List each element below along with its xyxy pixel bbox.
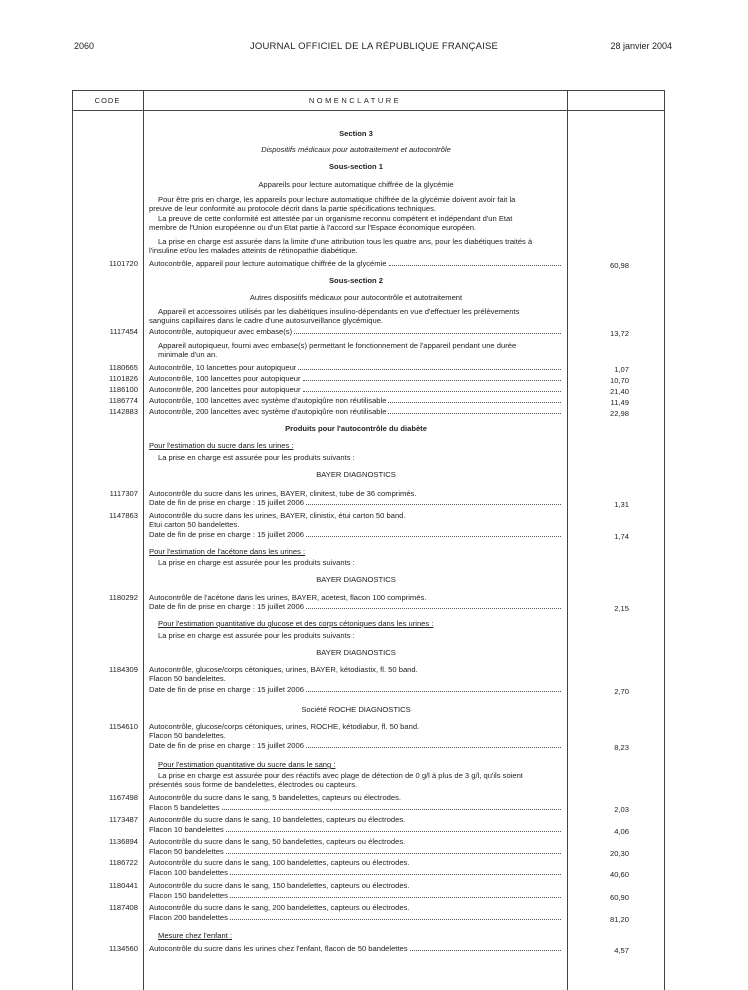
dot-leader	[306, 530, 561, 537]
tariff-value: 1,07	[614, 365, 629, 374]
dot-leader	[226, 825, 561, 832]
product-code: 1187408	[109, 903, 138, 912]
product-line: Autocontrôle, glucose/corps cétoniques, urines, BAYER, kétodiastix, fl. 50 band.	[149, 665, 418, 674]
dot-leader	[298, 363, 561, 370]
product-label: Flacon 100 bandelettes	[149, 868, 228, 877]
product-code: 1147863	[109, 511, 138, 520]
product-label: Autocontrôle, appareil pour lecture automatique chiffrée de la glycémie	[149, 259, 387, 268]
product-label: Autocontrôle, 10 lancettes pour autopiqueur	[149, 363, 297, 372]
product-code: 1142883	[109, 407, 138, 416]
rubric-heading	[149, 441, 563, 450]
product-label: Autocontrôle, 200 lancettes pour autopiqueur	[149, 385, 301, 394]
dot-leader	[306, 741, 561, 748]
paragraph-line: minimale d'un an.	[158, 350, 218, 359]
subsection-title: Sous-section 1	[328, 162, 383, 171]
product-code: 1180441	[109, 881, 138, 890]
product-line: Flacon 50 bandelettes.	[149, 731, 226, 740]
product-line: Autocontrôle du sucre dans le sang, 200 bandelettes, capteurs ou électrodes.	[149, 903, 410, 912]
product-line: Flacon 50 bandelettes.	[149, 674, 226, 683]
product-line: Etui carton 50 bandelettes.	[149, 520, 240, 529]
subsection-heading: Appareils pour lecture automatique chiffrée de la glycémie	[258, 180, 454, 189]
product-code: 1101826	[109, 374, 138, 383]
subsection-title: Sous-section 2	[328, 276, 383, 285]
product-line: Autocontrôle, glucose/corps cétoniques, urines, ROCHE, kétodiabur, fl. 50 band.	[149, 722, 420, 731]
tariff-value: 4,57	[614, 946, 629, 955]
product-line: Autocontrôle du sucre dans les urines, BAYER, clinitest, tube de 36 comprimés.	[149, 489, 417, 498]
product-line	[149, 498, 563, 507]
product-label: Flacon 150 bandelettes	[149, 891, 228, 900]
paragraph-line: La prise en charge est assurée pour les produits suivants :	[158, 631, 355, 640]
tariff-value: 4,06	[614, 827, 629, 836]
tariff-value: 11,49	[610, 398, 629, 407]
tariff-value: 60,90	[609, 893, 629, 902]
column-divider	[143, 90, 144, 990]
product-label: Autocontrôle, 200 lancettes avec système d'autopiqûre non réutilisable	[149, 407, 387, 416]
paragraph-line: Pour être pris en charge, les appareils pour lecture automatique chiffrée de la glycémie doivent avoir fait la	[158, 195, 516, 204]
product-line	[149, 259, 563, 268]
paragraph-line: présentés sous forme de bandelettes, électrodes ou capteurs.	[149, 780, 358, 789]
dot-leader	[230, 891, 561, 898]
product-code: 1186774	[109, 396, 138, 405]
product-line: Autocontrôle du sucre dans le sang, 5 bandelettes, capteurs ou électrodes.	[149, 793, 402, 802]
tariff-value: 2,15	[614, 604, 629, 613]
manufacturer-heading: Société ROCHE DIAGNOSTICS	[301, 705, 411, 714]
product-line: Autocontrôle du sucre dans les urines, BAYER, clinistix, étui carton 50 band.	[149, 511, 406, 520]
dot-leader	[230, 913, 561, 920]
column-header-nomenclature: NOMENCLATURE	[308, 96, 402, 105]
product-code: 1173487	[109, 815, 138, 824]
product-line	[149, 363, 563, 372]
product-line	[149, 825, 563, 834]
product-line	[149, 374, 563, 383]
paragraph-line: Appareil autopiqueur, fourni avec embase(s) permettant le fonctionnement de l'appareil pendant une durée	[158, 341, 517, 350]
tariff-value: 81,20	[609, 915, 629, 924]
product-line	[149, 602, 563, 611]
product-line	[149, 847, 563, 856]
paragraph-line: sanguins capillaires dans le cadre d'une autosurveillance glycémique.	[149, 316, 384, 325]
paragraph-line: La prise en charge est assurée pour les produits suivants :	[158, 453, 355, 462]
tariff-value: 8,23	[614, 743, 629, 752]
tariff-value: 1,31	[614, 500, 629, 509]
product-line	[149, 327, 563, 336]
product-code: 1136894	[109, 837, 138, 846]
section-title: Section 3	[339, 129, 373, 138]
product-line: Autocontrôle du sucre dans le sang, 10 bandelettes, capteurs ou électrodes.	[149, 815, 406, 824]
product-label: Autocontrôle, 100 lancettes pour autopiqueur	[149, 374, 301, 383]
rubric-heading	[158, 760, 563, 769]
product-line	[149, 385, 563, 394]
tariff-value: 20,30	[609, 849, 629, 858]
rubric-heading	[158, 931, 563, 940]
product-line	[149, 913, 563, 922]
paragraph-line: membre de l'Union européenne ou d'un Etat partie à l'accord sur l'Espace économique européen.	[149, 223, 477, 232]
product-line	[149, 891, 563, 900]
dot-leader	[226, 847, 561, 854]
dot-leader	[306, 685, 561, 692]
dot-leader	[294, 327, 561, 334]
dot-leader	[222, 803, 561, 810]
product-code: 1154610	[109, 722, 138, 731]
tariff-value: 2,70	[614, 687, 629, 696]
tariff-value: 40,60	[609, 870, 629, 879]
manufacturer-heading: BAYER DIAGNOSTICS	[316, 575, 396, 584]
paragraph-line: preuve de leur conformité au protocole décrit dans la partie spécifications techniques.	[149, 204, 437, 213]
rubric-label: Pour l'estimation quantitative du glucose et des corps cétoniques dans les urines :	[158, 619, 434, 628]
product-line: Autocontrôle du sucre dans le sang, 100 bandelettes, capteurs ou électrodes.	[149, 858, 410, 867]
product-code: 1186722	[109, 858, 138, 867]
dot-leader	[306, 602, 561, 609]
dot-leader	[230, 868, 561, 875]
product-line	[149, 741, 563, 750]
rubric-label: Mesure chez l'enfant :	[158, 931, 233, 940]
paragraph-line: l'insuline et/ou les malades atteints de rétinopathie diabétique.	[149, 246, 358, 255]
rubric-heading	[158, 619, 563, 628]
paragraph-line: La prise en charge est assurée pour des réactifs avec plage de détection de 0 g/l à plus de 3 g/l, qu'ils soient	[158, 771, 523, 780]
paragraph-line: La prise en charge est assurée dans la limite d'une attribution tous les quatre ans, pour les diabétiques traités à	[158, 237, 533, 246]
tariff-value: 22,98	[609, 409, 629, 418]
column-header-code: CODE	[94, 96, 121, 105]
product-code: 1134560	[109, 944, 138, 953]
tariff-value: 21,40	[609, 387, 629, 396]
product-line	[149, 803, 563, 812]
product-line	[149, 868, 563, 877]
column-divider	[567, 90, 568, 990]
product-code: 1180665	[109, 363, 138, 372]
product-label: Date de fin de prise en charge : 15 juillet 2006	[149, 530, 304, 539]
tariff-value: 2,03	[614, 805, 629, 814]
tariff-value: 1,74	[614, 532, 629, 541]
product-label: Flacon 5 bandelettes	[149, 803, 220, 812]
paragraph-line: La prise en charge est assurée pour les produits suivants :	[158, 558, 355, 567]
dot-leader	[306, 498, 561, 505]
dot-leader	[410, 944, 561, 951]
product-code: 1167498	[109, 793, 138, 802]
tariff-value: 10,70	[609, 376, 629, 385]
product-line	[149, 396, 563, 405]
product-label: Autocontrôle, 100 lancettes avec système d'autopiqûre non réutilisable	[149, 396, 387, 405]
product-line: Autocontrôle du sucre dans le sang, 50 bandelettes, capteurs ou électrodes.	[149, 837, 406, 846]
product-label: Autocontrôle, autopiqueur avec embase(s)	[149, 327, 293, 336]
product-code: 1117454	[109, 327, 138, 336]
product-code: 1180292	[109, 593, 138, 602]
product-label: Autocontrôle du sucre dans les urines chez l'enfant, flacon de 50 bandelettes	[149, 944, 408, 953]
dot-leader	[389, 259, 561, 266]
product-label: Date de fin de prise en charge : 15 juillet 2006	[149, 741, 304, 750]
product-label: Flacon 200 bandelettes	[149, 913, 228, 922]
section-subtitle: Dispositifs médicaux pour autotraitement et autocontrôle	[261, 145, 451, 154]
paragraph-line: Appareil et accessoires utilisés par les diabétiques insulino-dépendants en vue d'effectuer les prélèvements	[158, 307, 520, 316]
product-label: Date de fin de prise en charge : 15 juillet 2006	[149, 602, 304, 611]
subsection-heading: Autres dispositifs médicaux pour autocontrôle et autotraitement	[249, 293, 463, 302]
product-label: Flacon 50 bandelettes	[149, 847, 224, 856]
rubric-label: Pour l'estimation quantitative du sucre dans le sang :	[158, 760, 336, 769]
product-code: 1101720	[109, 259, 138, 268]
manufacturer-heading: BAYER DIAGNOSTICS	[316, 648, 396, 657]
product-label: Date de fin de prise en charge : 15 juillet 2006	[149, 685, 304, 694]
product-line: Autocontrôle de l'acétone dans les urines, BAYER, acetest, flacon 100 comprimés.	[149, 593, 427, 602]
product-line	[149, 530, 563, 539]
product-line	[149, 944, 563, 953]
tariff-value: 60,98	[609, 261, 629, 270]
product-line	[149, 685, 563, 694]
product-code: 1184309	[109, 665, 138, 674]
manufacturer-heading: BAYER DIAGNOSTICS	[316, 470, 396, 479]
product-code: 1186100	[109, 385, 138, 394]
rubric-heading	[149, 547, 563, 556]
product-code: 1117307	[109, 489, 138, 498]
dot-leader	[303, 374, 561, 381]
rubric-label: Pour l'estimation du sucre dans les urines :	[149, 441, 294, 450]
product-line: Autocontrôle du sucre dans le sang, 150 bandelettes, capteurs ou électrodes.	[149, 881, 410, 890]
journal-title: JOURNAL OFFICIEL DE LA RÉPUBLIQUE FRANÇAISE	[249, 41, 499, 52]
dot-leader	[388, 407, 561, 414]
product-label: Date de fin de prise en charge : 15 juillet 2006	[149, 498, 304, 507]
page-number: 2060	[74, 41, 95, 51]
paragraph-line: La preuve de cette conformité est attestée par un organisme reconnu compétent et indépendant d'un Etat	[158, 214, 513, 223]
rubric-label: Pour l'estimation de l'acétone dans les urines :	[149, 547, 306, 556]
product-line	[149, 407, 563, 416]
dot-leader	[303, 385, 561, 392]
category-heading: Produits pour l'autocontrôle du diabète	[285, 424, 427, 433]
product-label: Flacon 10 bandelettes	[149, 825, 224, 834]
dot-leader	[388, 396, 561, 403]
tariff-value: 13,72	[609, 329, 629, 338]
publication-date: 28 janvier 2004	[610, 41, 672, 51]
